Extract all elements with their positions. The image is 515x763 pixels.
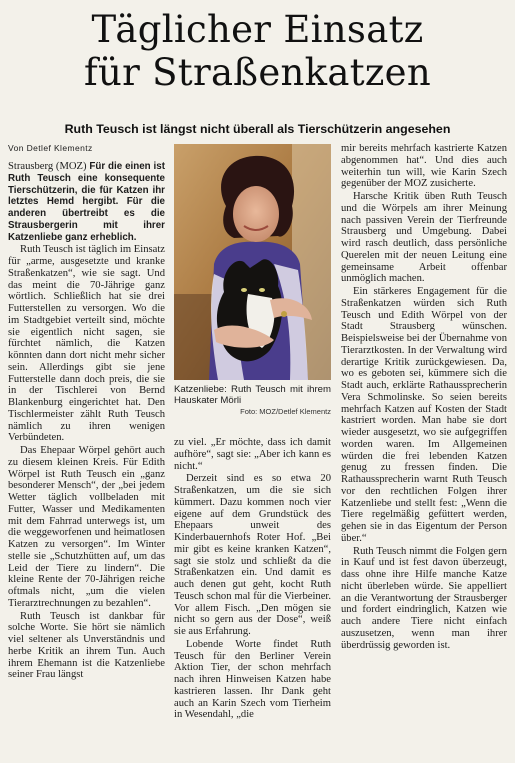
headline-line-1: Täglicher Einsatz: [91, 8, 424, 51]
paragraph: zu viel. „Er möchte, dass ich damit aufhöre“, sagt sie: „Aber ich kann es nicht.“: [174, 437, 331, 472]
paragraph: Ruth Teusch ist dankbar für solche Worte. Sie hört sie nämlich viel seltener als Unverständnis und herbe Kritik an ihrem Tun. Auch ihrem Ehemann ist die Katzenliebe seiner Frau längst: [8, 610, 165, 681]
headline: [0, 8, 515, 94]
lead-paragraph: [8, 161, 165, 243]
article-column-2: [174, 437, 331, 722]
article-column-3: [341, 143, 507, 652]
article-photo: [174, 144, 331, 380]
paragraph: Ruth Teusch nimmt die Folgen gern in Kauf und ist fest davon überzeugt, dass ohne ihre Hilfe manche Katze nicht überleben würde. Sie appelliert an die Verantwortung der Strausberger und fordert eindringlich, Katzen wie auch andere Tiere nicht einfach auszusetzen, wenn man ihrer überdrüssig geworden ist.: [341, 545, 507, 651]
subtitle: Ruth Teusch ist längst nicht überall als Tierschützerin angesehen: [64, 122, 451, 136]
paragraph: Harsche Kritik üben Ruth Teusch und die Wörpels am ihrer Meinung nach passiven Verein der Tierfreunde Strausberg und Umgebung. Dabei wird rasch deutlich, dass persönliche Querelen mit der neuen Leitung eine gemeinsame Arbeit offenbar unmöglich machen.: [341, 191, 507, 285]
article-column-1: [8, 161, 165, 682]
paragraph: Lobende Worte findet Ruth Teusch für den Berliner Verein Aktion Tier, der schon mehrfach nach ihren Hinweisen Katzen habe kastrieren lassen. Ihr Dank geht auch an Karin Szech vom Tierheim in Wesendahl, „die: [174, 638, 331, 721]
paragraph: mir bereits mehrfach kastrierte Katzen abgenommen hat“. Und dies auch weiterhin tun will, wie Karin Szech gegenüber der MOZ zusicherte.: [341, 143, 507, 190]
byline: Von Detlef Klementz: [8, 143, 93, 153]
photo-woman-with-cat: [174, 144, 331, 380]
paragraph: Ruth Teusch ist täglich im Einsatz für „arme, ausgesetzte und kranke Straßenkatzen“, wie sie sagt. Und das meint die 70-Jährige ganz wörtlich. Schließlich hat sie drei Futterstellen zu versorgen. Wo die im Stadtgebiet verteilt sind, möchte sie eigentlich nicht sagen, sie fürchtet nämlich, die Katzen könnten dann dort nicht mehr sicher sein. Allerdings gibt sie jene Futterstelle dann doch preis, die sie in der Tischlerei von Bernd Blankenburg eingerichtet hat. Den Tischlermeister zählt Ruth Teusch nämlich zu ihren wenigen Verbündeten.: [8, 244, 165, 444]
paragraph: Das Ehepaar Wörpel gehört auch zu diesem kleinen Kreis. Für Edith Wörpel ist Ruth Teusch ein „ganz besonderer Mensch“, der „bei jedem Wetter täglich vollbeladen mit Futter, Wasser und Medikamenten mit dem Fahrrad unterwegs ist, um die weggeworfenen und heimatlosen Katzen zu versorgen“. Im Winter stelle sie „Schutzhütten auf, um das Leid der Tiere zu lindern“. Die kleine Rente der 70-Jährigen reiche oftmals nicht, „um die vielen Tierarztrechnungen zu bezahlen“.: [8, 445, 165, 609]
photo-credit: Foto: MOZ/Detlef Klementz: [240, 407, 331, 416]
dateline: Strausberg (MOZ): [8, 161, 87, 172]
paragraph: Ein stärkeres Engagement für die Straßenkatzen würden sich Ruth Teusch und Edith Wörpel von der Stadt Strausberg wünschen. Beispielsweise bei der Übernahme von Tierarztkosten. In der Verwaltung wird derartige Kritik zurückgewiesen. Da, wo es geboten sei, kümmere sich die Stadt auch, erklärte Rathaussprecherin Vera Schmolinske. So seien bereits mehrfach Katzen auf Kosten der Stadt kastriert worden. Man habe sie dort wieder ausgesetzt, wo sie aufgegriffen worden waren. Im Allgemeinen würden die frei lebenden Katzen genug zu fressen finden. Die Rathaussprecherin warnt Ruth Teusch vor den rechtlichen Folgen ihrer Katzenliebe und stellt fest: „Wenn die Tiere regelmäßig gefüttert werden, gehen sie in das Eigentum der Person über.“: [341, 286, 507, 544]
lead-text: Für die einen ist Ruth Teusch eine konsequente Tierschützerin, die für Katzen ihr letztes Hemd hergibt. Für die anderen übertreibt es die Strausbergerin mit ihrer Katzenliebe ganz erheblich.: [8, 161, 165, 243]
photo-caption: Katzenliebe: Ruth Teusch mit ihrem Hauskater Mörli: [174, 384, 331, 406]
headline-line-2: für Straßenkatzen: [83, 51, 432, 94]
paragraph: Derzeit sind es so etwa 20 Straßenkatzen, um die sie sich kümmert. Dazu kommen noch vier eigene auf dem Grundstück des Ehepaars unweit des Kinderbauernhofs Roter Hof. „Bei mir gibt es keine kranken Katzen“, sagt sie stolz und schließt da die Straßenkatzen ein. Und damit es auch denen gut geht, kocht Ruth Teusch schon mal für die Vierbeiner. Vor allem Fisch. „Den mögen sie nicht so gern aus der Dose“, weiß sie aus Erfahrung.: [174, 473, 331, 637]
